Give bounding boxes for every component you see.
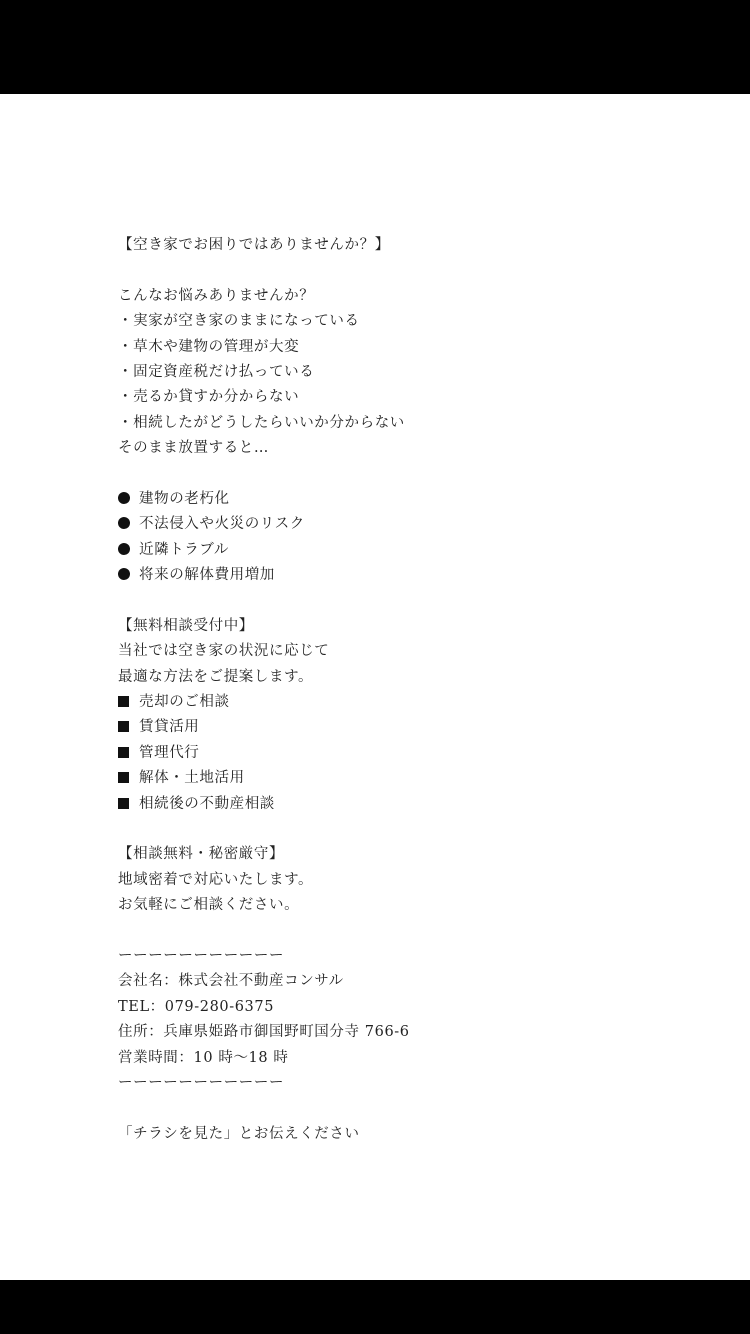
service-item bbox=[118, 690, 718, 715]
worries-outro: そのまま放置すると… bbox=[118, 440, 269, 457]
divider-line: ーーーーーーーーーーー bbox=[118, 1074, 285, 1091]
spacer bbox=[118, 817, 718, 842]
contact-invite-text: お気軽にご相談ください。 bbox=[118, 897, 300, 914]
bullet-square-icon bbox=[118, 696, 129, 707]
consultation-text: 最適な方法をご提案します。 bbox=[118, 668, 314, 685]
bullet-square-icon bbox=[118, 798, 129, 809]
divider-line: ーーーーーーーーーーー bbox=[118, 947, 285, 964]
consultation-text: 当社では空き家の状況に応じて bbox=[118, 643, 330, 660]
risk-item bbox=[118, 512, 718, 537]
bullet-circle-icon bbox=[118, 568, 130, 580]
worry-item: ・固定資産税だけ払っている bbox=[118, 363, 315, 380]
bullet-circle-icon bbox=[118, 517, 130, 529]
business-hours: 営業時間：10 時〜18 時 bbox=[118, 1049, 289, 1066]
flyer-text bbox=[118, 233, 718, 1147]
risk-item bbox=[118, 563, 718, 588]
service-label: 解体・土地活用 bbox=[139, 770, 245, 787]
risk-item bbox=[118, 538, 718, 563]
risk-label: 将来の解体費用増加 bbox=[139, 567, 275, 584]
worry-item: ・実家が空き家のままになっている bbox=[118, 313, 360, 330]
risk-label: 建物の老朽化 bbox=[139, 490, 230, 507]
spacer bbox=[118, 919, 718, 944]
service-label: 賃貸活用 bbox=[139, 719, 200, 736]
document-page[interactable] bbox=[0, 94, 750, 1280]
section-heading-vacant-house: 【空き家でお困りではありませんか？】 bbox=[118, 237, 390, 253]
closing-note: 「チラシを見た」とお伝えください bbox=[118, 1125, 360, 1142]
service-label: 相続後の不動産相談 bbox=[139, 795, 275, 812]
worry-item: ・草木や建物の管理が大変 bbox=[118, 338, 300, 355]
service-label: 売却のご相談 bbox=[139, 694, 230, 711]
bullet-circle-icon bbox=[118, 543, 130, 555]
risk-label: 不法侵入や火災のリスク bbox=[139, 516, 305, 533]
spacer bbox=[118, 1096, 718, 1121]
service-item bbox=[118, 766, 718, 791]
local-support-text: 地域密着で対応いたします。 bbox=[118, 871, 314, 888]
spacer bbox=[118, 462, 718, 487]
service-item bbox=[118, 715, 718, 740]
section-heading-free-consultation: 【無料相談受付中】 bbox=[118, 617, 254, 634]
company-phone: TEL：079-280-6375 bbox=[118, 998, 275, 1015]
risk-item bbox=[118, 487, 718, 512]
bullet-square-icon bbox=[118, 772, 129, 783]
company-name: 会社名：株式会社不動産コンサル bbox=[118, 973, 344, 990]
section-heading-confidential: 【相談無料・秘密厳守】 bbox=[118, 846, 285, 863]
worry-item: ・売るか貸すか分からない bbox=[118, 389, 300, 406]
risk-label: 近隣トラブル bbox=[139, 541, 230, 558]
service-item bbox=[118, 741, 718, 766]
bottom-black-bar bbox=[0, 1280, 750, 1334]
spacer bbox=[118, 588, 718, 613]
service-item bbox=[118, 792, 718, 817]
service-label: 管理代行 bbox=[139, 744, 200, 761]
bullet-circle-icon bbox=[118, 492, 130, 504]
spacer bbox=[118, 258, 718, 283]
worry-item: ・相続したがどうしたらいいか分からない bbox=[118, 414, 405, 431]
bullet-square-icon bbox=[118, 747, 129, 758]
top-black-bar bbox=[0, 0, 750, 94]
company-address: 住所：兵庫県姫路市御国野町国分寺 766-6 bbox=[118, 1024, 410, 1041]
bullet-square-icon bbox=[118, 721, 129, 732]
worries-intro: こんなお悩みありませんか？ bbox=[118, 287, 315, 304]
